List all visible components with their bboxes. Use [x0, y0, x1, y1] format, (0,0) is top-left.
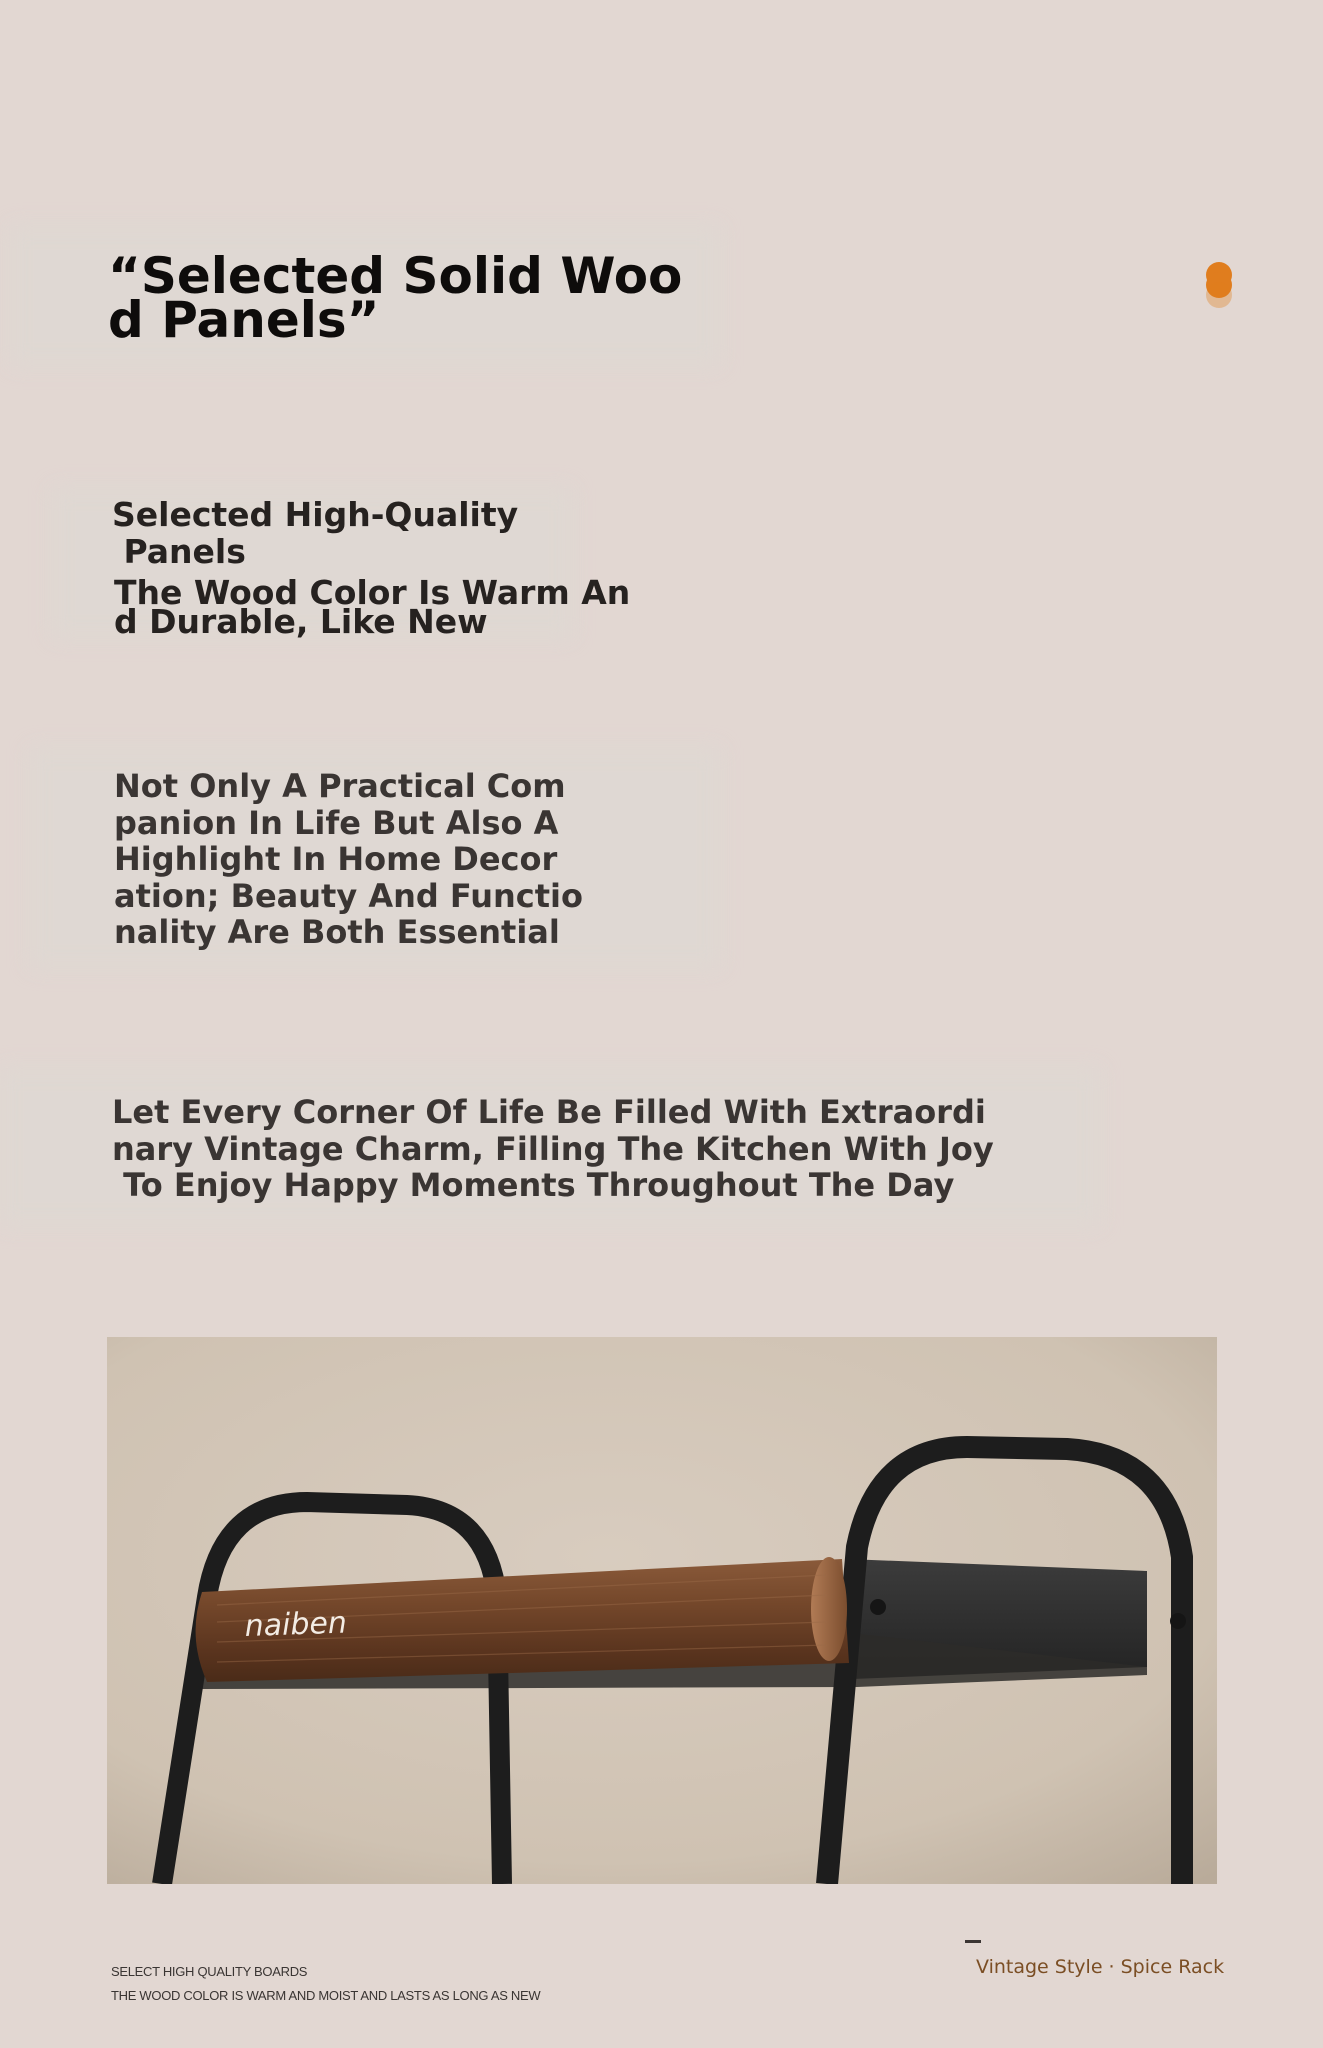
decorative-dots-icon	[1206, 262, 1234, 310]
brand-logo-text: naiben	[244, 1605, 348, 1644]
footer-dash-icon	[965, 1940, 981, 1943]
footer-tagline: Vintage Style · Spice Rack	[976, 1956, 1225, 1978]
footer-caption	[111, 1960, 540, 2008]
description-paragraph: Not Only A Practical Com panion In Life But Also A Highlight In Home Decor ation; Beauty And Functio nality Are Both Essential	[114, 767, 583, 951]
section-heading: Selected High-Quality Panels	[112, 495, 519, 571]
footer-line-1: SELECT HIGH QUALITY BOARDS	[111, 1964, 308, 1979]
page-title: “Selected Solid Woo d Panels”	[108, 247, 683, 349]
footer-line-2: THE WOOD COLOR IS WARM AND MOIST AND LASTS AS LONG AS NEW	[111, 1988, 541, 2003]
section-subheading: The Wood Color Is Warm An d Durable, Like New	[114, 573, 631, 641]
product-photo	[107, 1337, 1217, 1884]
tagline-paragraph: Let Every Corner Of Life Be Filled With Extraordi nary Vintage Charm, Filling The Kitchen With Joy To Enjoy Happy Moments Throughout The Day	[112, 1093, 994, 1204]
